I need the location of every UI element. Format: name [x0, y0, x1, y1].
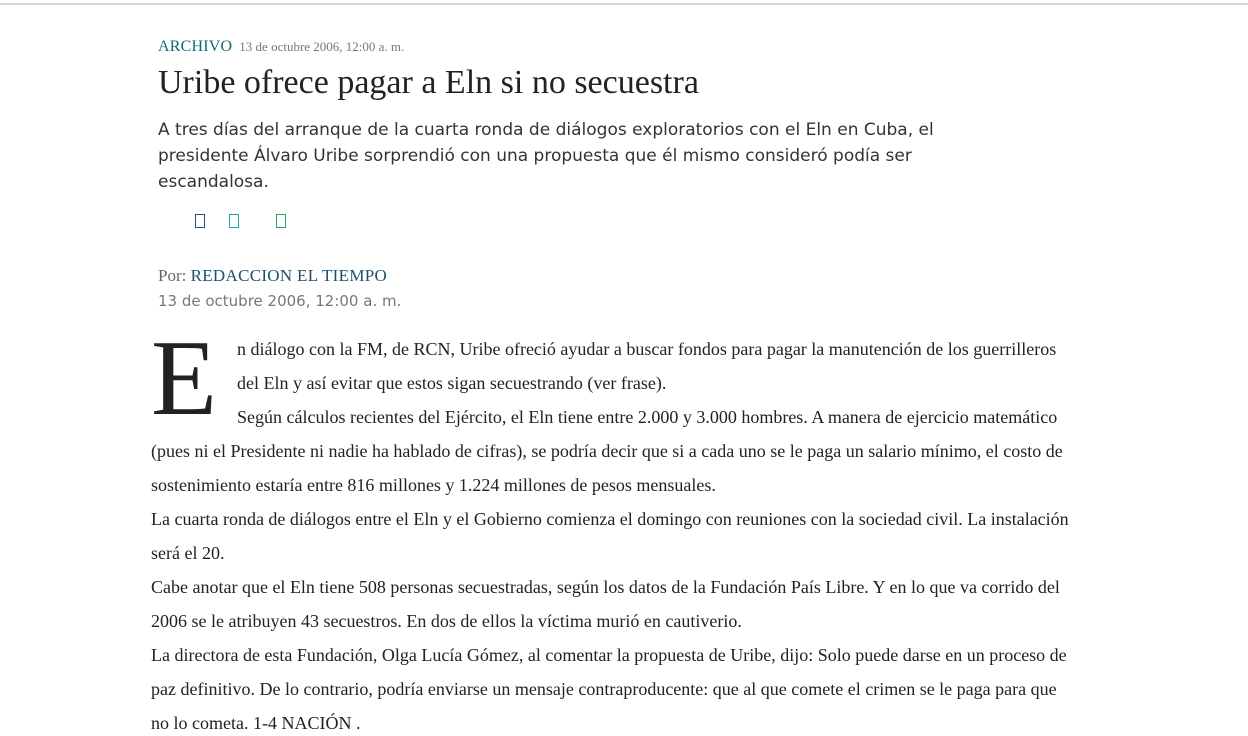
- twitter-icon[interactable]: [229, 214, 239, 228]
- body-paragraph: Cabe anotar que el Eln tiene 508 personas secuestradas, según los datos de la Fundación País Libre. Y en lo que va corrido del 2006 se le atribuyen 43 secuestros. En dos de ellos la víctima murió en cautiverio.: [151, 577, 1060, 631]
- section-date: 13 de octubre 2006, 12:00 a. m.: [239, 39, 405, 54]
- article-title: Uribe ofrece pagar a Eln si no secuestra: [158, 64, 699, 101]
- section-link[interactable]: ARCHIVO: [158, 38, 233, 55]
- body-paragraph: Según cálculos recientes del Ejército, el Eln tiene entre 2.000 y 3.000 hombres. A manera de ejercicio matemático (pues ni el Presidente ni nadie ha hablado de cifras), se podría decir que si a cada uno se le paga un salario mínimo, el costo de sostenimiento estaría entre 816 millones y 1.224 millones de pesos mensuales.: [151, 407, 1063, 495]
- body-paragraph: La directora de esta Fundación, Olga Lucía Gómez, al comentar la propuesta de Uribe, dijo: Solo puede darse en un proceso de paz definitivo. De lo contrario, podría enviarse un mensaje contraproducente: que al que comete el crimen se le paga para que no lo cometa. 1-4 NACIÓN .: [151, 645, 1067, 733]
- publish-date: 13 de octubre 2006, 12:00 a. m.: [158, 292, 402, 310]
- facebook-icon[interactable]: [195, 214, 205, 228]
- byline-prefix: Por:: [158, 266, 187, 285]
- article-kicker: [158, 38, 404, 56]
- article-lead: A tres días del arranque de la cuarta ronda de diálogos exploratorios con el Eln en Cuba, el presidente Álvaro Uribe sorprendió con una propuesta que él mismo consideró podía ser escandalosa.: [158, 120, 934, 192]
- body-paragraph: La cuarta ronda de diálogos entre el Eln y el Gobierno comienza el domingo con reuniones con la sociedad civil. La instalación será el 20.: [151, 509, 1069, 563]
- byline: [158, 266, 387, 286]
- whatsapp-icon[interactable]: [276, 214, 286, 228]
- article-body: [151, 319, 1073, 736]
- body-paragraph: n diálogo con la FM, de RCN, Uribe ofreció ayudar a buscar fondos para pagar la manutención de los guerrilleros del Eln y así evitar que estos sigan secuestrando (ver frase).: [236, 339, 1057, 393]
- top-divider: [0, 3, 1248, 5]
- dropcap-letter: E: [151, 319, 217, 438]
- author-link[interactable]: REDACCION EL TIEMPO: [190, 266, 388, 285]
